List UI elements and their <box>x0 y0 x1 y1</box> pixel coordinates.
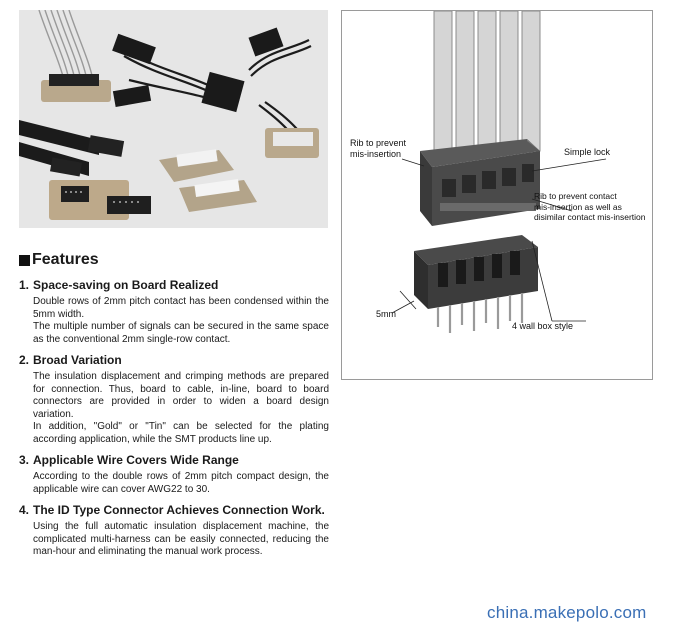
features-title-text: Features <box>32 251 99 268</box>
connector-diagram <box>341 10 653 380</box>
feature-heading <box>19 278 329 292</box>
feature-item <box>19 453 329 496</box>
feature-heading-text: Space-saving on Board Realized <box>33 278 219 292</box>
feature-paragraph: In addition, "Gold" or "Tin" can be selected for the plating according application, while the SMT products line up. <box>33 421 329 445</box>
feature-number: 1. <box>19 278 30 292</box>
feature-paragraph: Double rows of 2mm pitch contact has been condensed within the 5mm width. <box>33 296 329 320</box>
feature-heading-text: Applicable Wire Covers Wide Range <box>33 453 239 467</box>
square-bullet-icon <box>19 255 30 266</box>
feature-paragraph: The insulation displacement and crimping methods are prepared for connection. Thus, board to cable, in-line, board to board connectors are provided in order to widen a board design variation. <box>33 371 329 420</box>
features-title <box>19 250 329 270</box>
feature-heading-text: The ID Type Connector Achieves Connection Work. <box>33 503 325 517</box>
features-section <box>19 250 329 566</box>
callout-box-style: 4 wall box style <box>512 321 574 331</box>
feature-item <box>19 278 329 346</box>
feature-paragraph: According to the double rows of 2mm pitch compact design, the applicable wire can cover AWG22 to 30. <box>33 471 329 495</box>
feature-number: 4. <box>19 503 30 517</box>
feature-paragraph: Using the full automatic insulation displacement machine, the complicated multi-harness can be easily connected, reducing the man-hour and eliminating the manual work process. <box>33 521 329 557</box>
feature-heading <box>19 453 329 467</box>
callout-width: 5mm <box>376 309 396 319</box>
feature-heading-text: Broad Variation <box>33 353 122 367</box>
callout-rib-prevent: Rib to prevent mis-insertion <box>350 138 407 159</box>
feature-paragraph: The multiple number of signals can be secured in the same space as the conventional 2mm single-row contact. <box>33 321 329 345</box>
callout-rib-contact: Rib to prevent contact mis-insertion as well as disimilar contact mis-insertion <box>534 191 646 222</box>
feature-item <box>19 503 329 559</box>
feature-heading <box>19 353 329 367</box>
feature-heading <box>19 503 329 517</box>
feature-number: 2. <box>19 353 30 367</box>
watermark: china.makepolo.com <box>487 603 647 622</box>
product-photo <box>19 10 328 228</box>
callout-simple-lock: Simple lock <box>564 147 611 157</box>
feature-item <box>19 353 329 446</box>
feature-number: 3. <box>19 453 30 467</box>
